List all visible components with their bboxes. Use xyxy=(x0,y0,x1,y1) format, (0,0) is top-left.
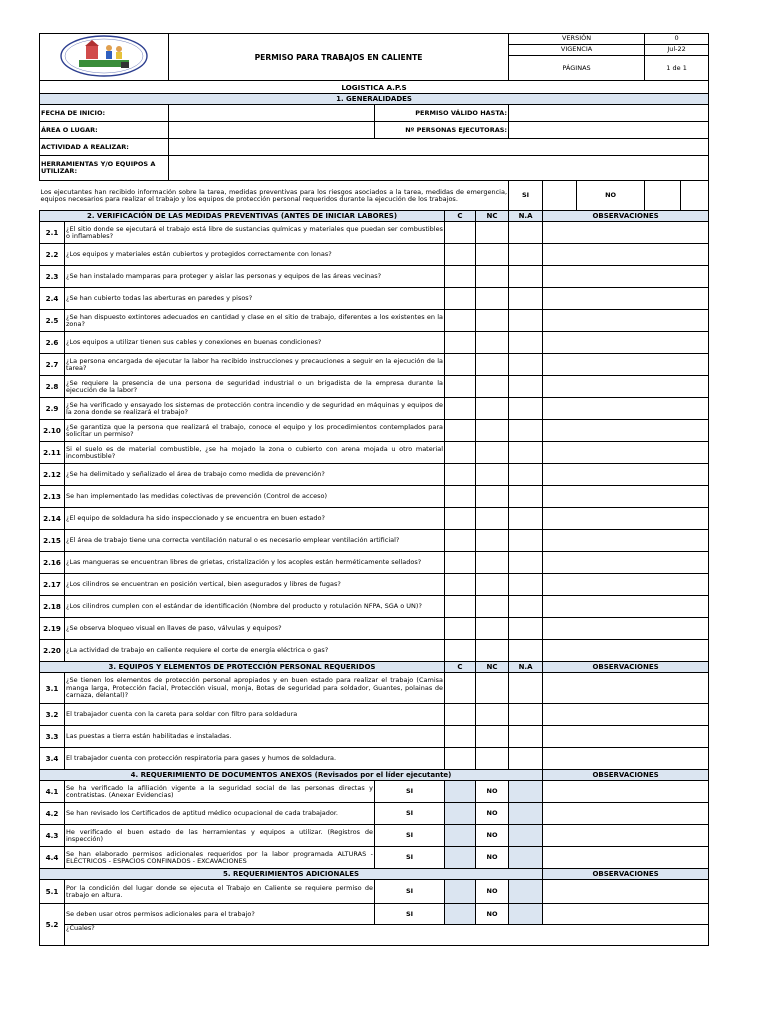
item-number: 3.4 xyxy=(40,748,65,770)
c-check-box[interactable] xyxy=(445,552,476,574)
checklist-row xyxy=(40,222,709,244)
item-question: ¿Se han instalado mamparas para proteger y aislar las personas y equipos de las áreas vecinas? xyxy=(65,266,445,288)
c-check-box[interactable] xyxy=(445,244,476,266)
nc-check-box[interactable] xyxy=(476,508,509,530)
paginas-value: 1 de 1 xyxy=(645,56,709,81)
observation-field[interactable] xyxy=(543,825,709,847)
item-number: 2.12 xyxy=(40,464,65,486)
nc-check-box[interactable] xyxy=(476,288,509,310)
item-question: Si el suelo es de material combustible, ¿se ha mojado la zona o cubierto con arena mojada u otro material incombustible? xyxy=(65,442,445,464)
si-box[interactable] xyxy=(445,781,476,803)
observation-field[interactable] xyxy=(543,376,709,398)
item-question: ¿Las mangueras se encuentran libres de grietas, cristalización y los acoples están herméticamente sellados? xyxy=(65,552,445,574)
c-check-box[interactable] xyxy=(445,704,476,726)
logo-cell xyxy=(40,34,169,81)
item-number: 5.2 xyxy=(40,904,65,946)
no-label: NO xyxy=(476,904,509,925)
observation-field[interactable] xyxy=(543,420,709,442)
observation-field[interactable] xyxy=(543,781,709,803)
document-row xyxy=(40,803,709,825)
no-label: NO xyxy=(476,847,509,869)
valido-hasta-field[interactable] xyxy=(509,105,709,122)
briefing-no-box[interactable] xyxy=(645,181,681,211)
na-check-box[interactable] xyxy=(509,552,543,574)
item-number: 2.18 xyxy=(40,596,65,618)
item-question: Se han elaborado permisos adicionales requeridos por la labor programada ALTURAS - ELÉCTRICOS - ESPACIOS CONFINADOS - EXCAVACIONES xyxy=(65,847,375,869)
c-check-box[interactable] xyxy=(445,398,476,420)
checklist-row xyxy=(40,442,709,464)
na-check-box[interactable] xyxy=(509,420,543,442)
briefing-statement: Los ejecutantes han recibido información sobre la tarea, medidas preventivas para los riesgos asociados a la tarea, medidas de emergencia, equipos necesarios para realizar el trabajo y los equipos de protección personal requeridos durante la ejecución de los trabajos. xyxy=(40,181,509,211)
cuales-field[interactable] xyxy=(65,925,709,946)
c-check-box[interactable] xyxy=(445,332,476,354)
item-question: ¿Se garantiza que la persona que realizará el trabajo, conoce el equipo y los procedimientos contemplados para solicitar un permiso? xyxy=(65,420,445,442)
vigencia-label: VIGENCIA xyxy=(509,45,645,56)
checklist-row xyxy=(40,376,709,398)
observation-field[interactable] xyxy=(543,704,709,726)
item-question: ¿Se han cubierto todas las aberturas en paredes y pisos? xyxy=(65,288,445,310)
observation-field[interactable] xyxy=(543,904,709,925)
observation-field[interactable] xyxy=(543,354,709,376)
item-number: 4.4 xyxy=(40,847,65,869)
na-check-box[interactable] xyxy=(509,640,543,662)
observation-field[interactable] xyxy=(543,398,709,420)
observation-field[interactable] xyxy=(543,310,709,332)
si-box[interactable] xyxy=(445,803,476,825)
observation-field[interactable] xyxy=(543,640,709,662)
nc-check-box[interactable] xyxy=(476,618,509,640)
si-box[interactable] xyxy=(445,904,476,925)
item-number: 3.1 xyxy=(40,673,65,704)
item-number: 2.1 xyxy=(40,222,65,244)
observation-field[interactable] xyxy=(543,266,709,288)
observation-field[interactable] xyxy=(543,332,709,354)
item-question: Se han implementado las medidas colectivas de prevención (Control de acceso) xyxy=(65,486,445,508)
si-box[interactable] xyxy=(445,825,476,847)
section-2-title: 2. VERIFICACIÓN DE LAS MEDIDAS PREVENTIVAS (ANTES DE INICIAR LABORES) xyxy=(40,211,445,222)
item-question: El trabajador cuenta con la careta para soldar con filtro para soldadura xyxy=(65,704,445,726)
item-question: ¿Se requiere la presencia de una persona de seguridad industrial o un brigadista de la empresa durante la ejecución de la labor? xyxy=(65,376,445,398)
item-number: 4.2 xyxy=(40,803,65,825)
no-box[interactable] xyxy=(509,847,543,869)
item-number: 2.14 xyxy=(40,508,65,530)
col-nc: NC xyxy=(476,662,509,673)
personas-label: Nº PERSONAS EJECUTORAS: xyxy=(375,122,509,139)
item-question: ¿Los cilindros cumplen con el estándar de identificación (Nombre del producto y rotulación NFPA, SGA o UN)? xyxy=(65,596,445,618)
item-number: 2.11 xyxy=(40,442,65,464)
col-na: N.A xyxy=(509,662,543,673)
valido-hasta-label: PERMISO VÁLIDO HASTA: xyxy=(375,105,509,122)
document-row xyxy=(40,847,709,869)
na-check-box[interactable] xyxy=(509,376,543,398)
nc-check-box[interactable] xyxy=(476,420,509,442)
observation-field[interactable] xyxy=(543,464,709,486)
checklist-row xyxy=(40,420,709,442)
si-label: SI xyxy=(375,847,445,869)
item-number: 2.17 xyxy=(40,574,65,596)
briefing-si-label: SI xyxy=(509,181,543,211)
na-check-box[interactable] xyxy=(509,464,543,486)
paginas-label: PÁGINAS xyxy=(509,56,645,81)
briefing-si-box[interactable] xyxy=(543,181,577,211)
item-number: 2.7 xyxy=(40,354,65,376)
observation-field[interactable] xyxy=(543,574,709,596)
na-check-box[interactable] xyxy=(509,574,543,596)
checklist-row xyxy=(40,332,709,354)
checklist-row xyxy=(40,596,709,618)
item-question: He verificado el buen estado de las herramientas y equipos a utilizar. (Registros de inspección) xyxy=(65,825,375,847)
observation-field[interactable] xyxy=(543,726,709,748)
nc-check-box[interactable] xyxy=(476,398,509,420)
no-label: NO xyxy=(476,781,509,803)
item-question: Por la condición del lugar donde se ejecuta el Trabajo en Caliente se requiere permiso de trabajo en altura. xyxy=(65,880,375,904)
checklist-row xyxy=(40,266,709,288)
checklist-row xyxy=(40,354,709,376)
no-label: NO xyxy=(476,803,509,825)
col-observaciones: OBSERVACIONES xyxy=(543,662,709,673)
nc-check-box[interactable] xyxy=(476,596,509,618)
na-check-box[interactable] xyxy=(509,442,543,464)
no-box[interactable] xyxy=(509,803,543,825)
nc-check-box[interactable] xyxy=(476,332,509,354)
item-number: 2.8 xyxy=(40,376,65,398)
observation-field[interactable] xyxy=(543,486,709,508)
item-question: ¿El área de trabajo tiene una correcta ventilación natural o es necesario emplear ventilación artificial? xyxy=(65,530,445,552)
c-check-box[interactable] xyxy=(445,508,476,530)
cuales-label: ¿Cuales? xyxy=(66,924,95,933)
observation-field[interactable] xyxy=(543,803,709,825)
checklist-row xyxy=(40,704,709,726)
c-check-box[interactable] xyxy=(445,618,476,640)
nc-check-box[interactable] xyxy=(476,442,509,464)
item-question: ¿Se ha delimitado y señalizado el área de trabajo como medida de prevención? xyxy=(65,464,445,486)
c-check-box[interactable] xyxy=(445,486,476,508)
checklist-row xyxy=(40,310,709,332)
col-c: C xyxy=(445,662,476,673)
item-question: Se ha verificado la afiliación vigente a la seguridad social de las personas directas y contratistas. (Anexar Evidencias) xyxy=(65,781,375,803)
nc-check-box[interactable] xyxy=(476,486,509,508)
area-label: ÁREA O LUGAR: xyxy=(40,122,169,139)
si-label: SI xyxy=(375,803,445,825)
na-check-box[interactable] xyxy=(509,398,543,420)
observation-field[interactable] xyxy=(543,288,709,310)
item-question: ¿Se han dispuesto extintores adecuados en cantidad y clase en el sitio de trabajo, diferentes a los existentes en la zona? xyxy=(65,310,445,332)
checklist-row xyxy=(40,288,709,310)
item-question: El trabajador cuenta con protección respiratoria para gases y humos de soldadura. xyxy=(65,748,445,770)
version-label: VERSIÓN xyxy=(509,34,645,45)
no-box[interactable] xyxy=(509,880,543,904)
document-row xyxy=(40,781,709,803)
si-box[interactable] xyxy=(445,847,476,869)
item-number: 2.19 xyxy=(40,618,65,640)
na-check-box[interactable] xyxy=(509,486,543,508)
no-box[interactable] xyxy=(509,904,543,925)
item-number: 3.2 xyxy=(40,704,65,726)
na-check-box[interactable] xyxy=(509,244,543,266)
si-label: SI xyxy=(375,904,445,925)
item-number: 2.20 xyxy=(40,640,65,662)
observation-field[interactable] xyxy=(543,847,709,869)
checklist-row xyxy=(40,464,709,486)
checklist-row xyxy=(40,486,709,508)
na-check-box[interactable] xyxy=(509,596,543,618)
vigencia-value: Jul-22 xyxy=(645,45,709,56)
item-number: 2.13 xyxy=(40,486,65,508)
si-box[interactable] xyxy=(445,880,476,904)
checklist-row xyxy=(40,244,709,266)
checklist-row xyxy=(40,574,709,596)
item-number: 2.3 xyxy=(40,266,65,288)
c-check-box[interactable] xyxy=(445,376,476,398)
briefing-no-label: NO xyxy=(577,181,645,211)
area-field[interactable] xyxy=(169,122,375,139)
fecha-inicio-field[interactable] xyxy=(169,105,375,122)
checklist-row xyxy=(40,640,709,662)
na-check-box[interactable] xyxy=(509,332,543,354)
checklist-row xyxy=(40,398,709,420)
observation-field[interactable] xyxy=(543,673,709,704)
company-name: LOGISTICA A.P.S xyxy=(40,81,709,94)
checklist-row xyxy=(40,552,709,574)
na-check-box[interactable] xyxy=(509,748,543,770)
company-logo xyxy=(59,34,149,78)
na-check-box[interactable] xyxy=(509,222,543,244)
checklist-row xyxy=(40,508,709,530)
c-check-box[interactable] xyxy=(445,442,476,464)
no-box[interactable] xyxy=(509,781,543,803)
observation-field[interactable] xyxy=(543,880,709,904)
item-question: Se han revisado los Certificados de aptitud médico ocupacional de cada trabajador. xyxy=(65,803,375,825)
c-check-box[interactable] xyxy=(445,726,476,748)
nc-check-box[interactable] xyxy=(476,376,509,398)
nc-check-box[interactable] xyxy=(476,726,509,748)
item-number: 2.16 xyxy=(40,552,65,574)
no-box[interactable] xyxy=(509,825,543,847)
observation-field[interactable] xyxy=(543,442,709,464)
observation-field[interactable] xyxy=(543,244,709,266)
item-number: 2.5 xyxy=(40,310,65,332)
permit-table xyxy=(39,33,709,946)
item-number: 2.4 xyxy=(40,288,65,310)
nc-check-box[interactable] xyxy=(476,354,509,376)
item-number: 2.6 xyxy=(40,332,65,354)
item-question: ¿Se observa bloqueo visual en llaves de paso, válvulas y equipos? xyxy=(65,618,445,640)
briefing-blank xyxy=(681,181,709,211)
na-check-box[interactable] xyxy=(509,266,543,288)
c-check-box[interactable] xyxy=(445,310,476,332)
c-check-box[interactable] xyxy=(445,640,476,662)
si-label: SI xyxy=(375,825,445,847)
na-check-box[interactable] xyxy=(509,508,543,530)
observation-field[interactable] xyxy=(543,222,709,244)
c-check-box[interactable] xyxy=(445,266,476,288)
col-observaciones: OBSERVACIONES xyxy=(543,211,709,222)
section-3-title: 3. EQUIPOS Y ELEMENTOS DE PROTECCIÓN PERSONAL REQUERIDOS xyxy=(40,662,445,673)
col-observaciones: OBSERVACIONES xyxy=(543,770,709,781)
c-check-box[interactable] xyxy=(445,354,476,376)
item-number: 4.1 xyxy=(40,781,65,803)
item-number: 2.2 xyxy=(40,244,65,266)
c-check-box[interactable] xyxy=(445,596,476,618)
herramientas-field[interactable] xyxy=(169,156,709,181)
nc-check-box[interactable] xyxy=(476,640,509,662)
no-label: NO xyxy=(476,880,509,904)
observation-field[interactable] xyxy=(543,596,709,618)
na-check-box[interactable] xyxy=(509,673,543,704)
section-4-title: 4. REQUERIMIENTO DE DOCUMENTOS ANEXOS (Revisados por el líder ejecutante) xyxy=(40,770,543,781)
item-number: 2.15 xyxy=(40,530,65,552)
na-check-box[interactable] xyxy=(509,530,543,552)
si-label: SI xyxy=(375,880,445,904)
nc-check-box[interactable] xyxy=(476,266,509,288)
nc-check-box[interactable] xyxy=(476,310,509,332)
c-check-box[interactable] xyxy=(445,222,476,244)
actividad-label: ACTIVIDAD A REALIZAR: xyxy=(40,139,169,156)
nc-check-box[interactable] xyxy=(476,222,509,244)
na-check-box[interactable] xyxy=(509,288,543,310)
nc-check-box[interactable] xyxy=(476,704,509,726)
version-value: 0 xyxy=(645,34,709,45)
item-question: ¿Los cilindros se encuentran en posición vertical, bien asegurados y libres de fugas? xyxy=(65,574,445,596)
item-question: ¿El equipo de soldadura ha sido inspeccionado y se encuentra en buen estado? xyxy=(65,508,445,530)
na-check-box[interactable] xyxy=(509,726,543,748)
checklist-row xyxy=(40,726,709,748)
section-1-title: 1. GENERALIDADES xyxy=(40,94,709,105)
observation-field[interactable] xyxy=(543,508,709,530)
nc-check-box[interactable] xyxy=(476,748,509,770)
na-check-box[interactable] xyxy=(509,618,543,640)
col-c: C xyxy=(445,211,476,222)
personas-field[interactable] xyxy=(509,122,709,139)
col-observaciones: OBSERVACIONES xyxy=(543,869,709,880)
col-na: N.A xyxy=(509,211,543,222)
herramientas-label: HERRAMIENTAS Y/O EQUIPOS A UTILIZAR: xyxy=(40,156,169,181)
section-5-title: 5. REQUERIMIENTOS ADICIONALES xyxy=(40,869,543,880)
item-number: 2.10 xyxy=(40,420,65,442)
document-row xyxy=(40,825,709,847)
observation-field[interactable] xyxy=(543,530,709,552)
nc-check-box[interactable] xyxy=(476,552,509,574)
c-check-box[interactable] xyxy=(445,530,476,552)
nc-check-box[interactable] xyxy=(476,574,509,596)
c-check-box[interactable] xyxy=(445,464,476,486)
item-number: 5.1 xyxy=(40,880,65,904)
actividad-field[interactable] xyxy=(169,139,709,156)
item-question: ¿Los equipos y materiales están cubiertos y protegidos correctamente con lonas? xyxy=(65,244,445,266)
observation-field[interactable] xyxy=(543,552,709,574)
item-number: 2.9 xyxy=(40,398,65,420)
na-check-box[interactable] xyxy=(509,704,543,726)
c-check-box[interactable] xyxy=(445,673,476,704)
permit-form xyxy=(39,33,708,946)
document-title: PERMISO PARA TRABAJOS EN CALIENTE xyxy=(169,34,509,81)
c-check-box[interactable] xyxy=(445,574,476,596)
nc-check-box[interactable] xyxy=(476,673,509,704)
checklist-row xyxy=(40,748,709,770)
item-question: ¿La actividad de trabajo en caliente requiere el corte de energía eléctrica o gas? xyxy=(65,640,445,662)
col-nc: NC xyxy=(476,211,509,222)
c-check-box[interactable] xyxy=(445,420,476,442)
item-question: ¿Se tienen los elementos de protección personal apropiados y en buen estado para realizar el trabajo (Camisa manga larga, Protección facial, Protección visual, monja, Botas de seguridad para soldador, Guantes, polainas de carnaza, delantal)? xyxy=(65,673,445,704)
observation-field[interactable] xyxy=(543,618,709,640)
na-check-box[interactable] xyxy=(509,354,543,376)
item-number: 3.3 xyxy=(40,726,65,748)
c-check-box[interactable] xyxy=(445,748,476,770)
observation-field[interactable] xyxy=(543,748,709,770)
nc-check-box[interactable] xyxy=(476,530,509,552)
nc-check-box[interactable] xyxy=(476,464,509,486)
checklist-row xyxy=(40,618,709,640)
item-question: ¿Se ha verificado y ensayado los sistemas de protección contra incendio y de seguridad en máquinas y equipos de la zona donde se realizará el trabajo? xyxy=(65,398,445,420)
item-question: Las puestas a tierra están habilitadas e instaladas. xyxy=(65,726,445,748)
si-label: SI xyxy=(375,781,445,803)
checklist-row xyxy=(40,673,709,704)
c-check-box[interactable] xyxy=(445,288,476,310)
checklist-row xyxy=(40,530,709,552)
fecha-inicio-label: FECHA DE INICIO: xyxy=(40,105,169,122)
item-number: 4.3 xyxy=(40,825,65,847)
item-question: Se deben usar otros permisos adicionales para el trabajo? xyxy=(65,904,375,925)
nc-check-box[interactable] xyxy=(476,244,509,266)
item-question: ¿Los equipos a utilizar tienen sus cables y conexiones en buenas condiciones? xyxy=(65,332,445,354)
no-label: NO xyxy=(476,825,509,847)
item-question: ¿La persona encargada de ejecutar la labor ha recibido instrucciones y precauciones a seguir en la ejecución de la tarea? xyxy=(65,354,445,376)
na-check-box[interactable] xyxy=(509,310,543,332)
item-question: ¿El sitio donde se ejecutará el trabajo está libre de sustancias químicas y materiales que puedan ser combustibles o inflamables? xyxy=(65,222,445,244)
